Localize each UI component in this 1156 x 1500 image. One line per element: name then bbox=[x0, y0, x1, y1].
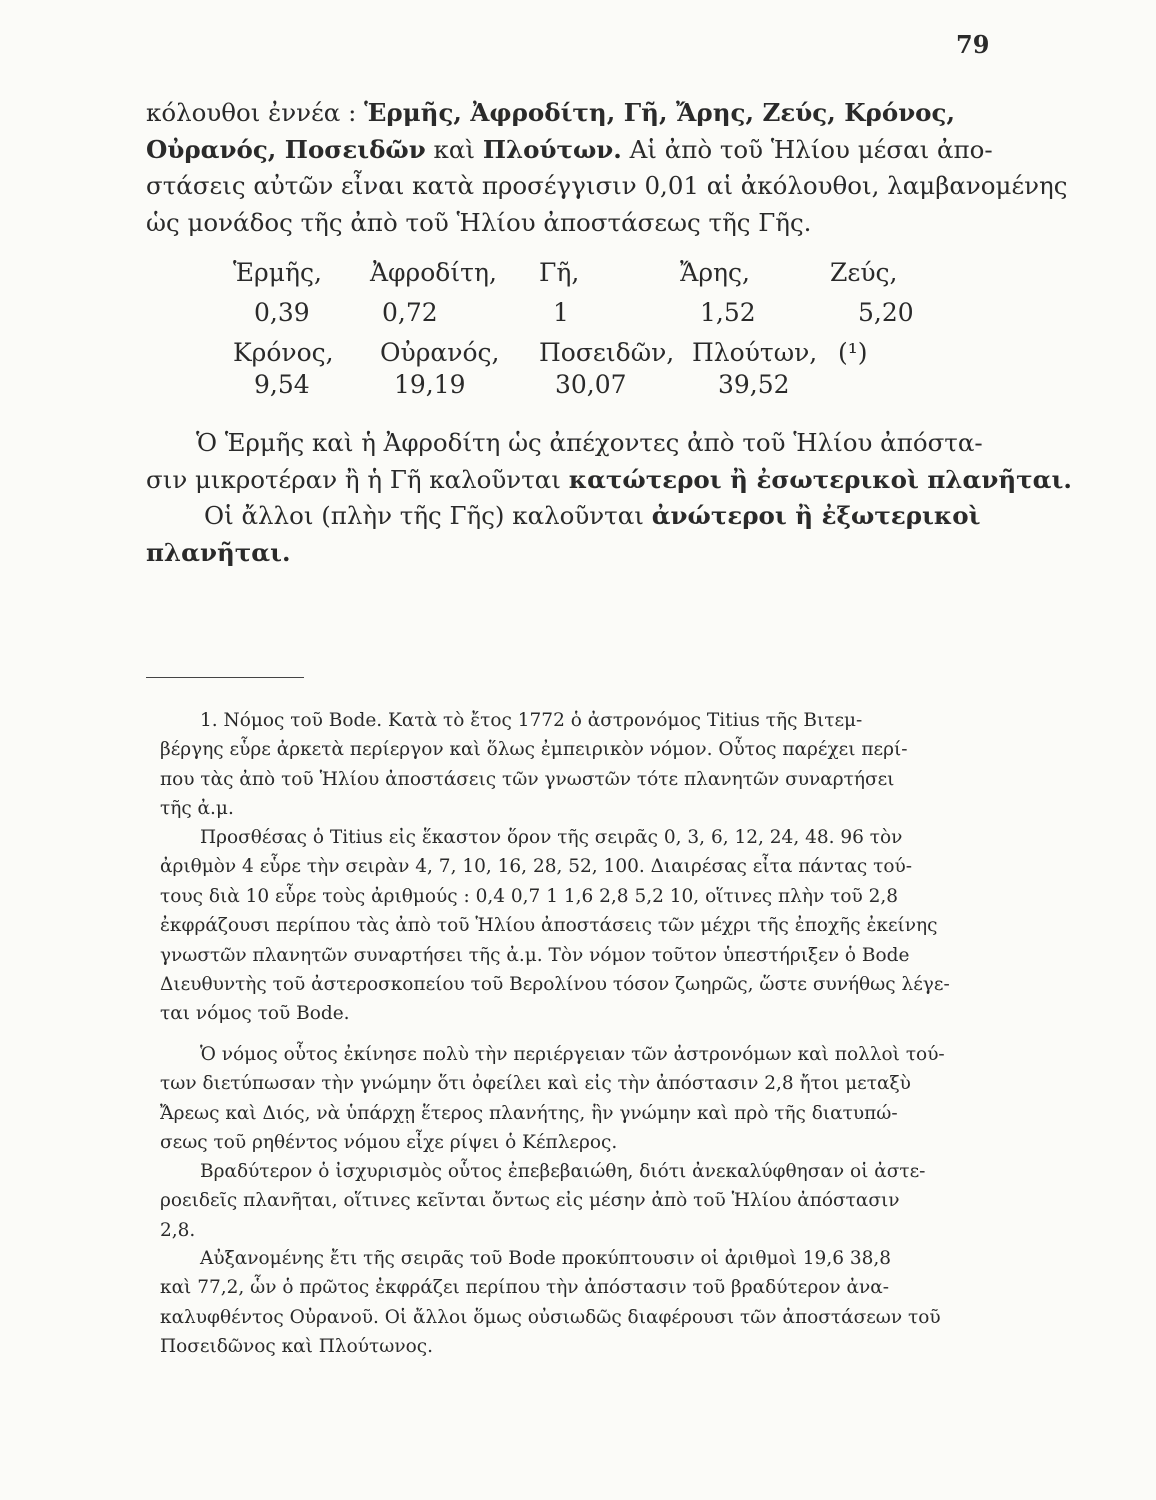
table-cell: Κρόνος, bbox=[233, 338, 334, 367]
footnote-reference: (¹) bbox=[838, 338, 868, 367]
table-cell: 1 bbox=[553, 298, 569, 327]
table-cell: 5,20 bbox=[858, 298, 914, 327]
planet-names-bold: Πλούτων. bbox=[482, 134, 622, 164]
footnote-line: Ὁ νόμος οὗτος ἐκίνησε πολὺ τὴν περιέργειαν τῶν ἀστρονόμων καὶ πολλοὶ τού- bbox=[200, 1044, 945, 1065]
table-cell: 9,54 bbox=[254, 370, 310, 399]
table-cell: 1,52 bbox=[700, 298, 756, 327]
footnote-line: βέργης εὗρε ἀρκετὰ περίεργον καὶ ὅλως ἐμπειρικὸν νόμον. Οὗτος παρέχει περί- bbox=[160, 739, 908, 761]
intro-text: Αἱ ἀπὸ τοῦ Ἡλίου μέσαι ἀπο- bbox=[621, 134, 993, 164]
footnote-line: ται νόμος τοῦ Bode. bbox=[160, 1003, 350, 1025]
table-cell: 0,39 bbox=[254, 298, 310, 327]
footnote-line: 2,8. bbox=[160, 1219, 196, 1241]
table-cell: Ποσειδῶν, bbox=[539, 338, 675, 367]
footnote-line: ἀριθμὸν 4 εὗρε τὴν σειρὰν 4, 7, 10, 16, 28, 52, 100. Διαιρέσας εἶτα πάντας τού- bbox=[160, 856, 912, 878]
footnote-line: Διευθυντὴς τοῦ ἀστεροσκοπείου τοῦ Βερολίνου τόσον ζωηρῶς, ὥστε συνήθως λέγε- bbox=[160, 974, 950, 996]
table-cell: Ἀφροδίτη, bbox=[370, 258, 497, 287]
table-cell: Ἄρης, bbox=[680, 258, 750, 287]
footnote-line: 1. Νόμος τοῦ Bode. Κατὰ τὸ ἔτος 1772 ὁ ἀστρονόμος Titius τῆς Βιτεμ- bbox=[200, 710, 863, 731]
footnote-paragraph bbox=[160, 1244, 1008, 1362]
planet-names-bold: Ἑρμῆς, Ἀφροδίτη, Γῆ, Ἄρης, Ζεύς, Κρόνος, bbox=[364, 98, 955, 127]
footnote-line: τῆς ἀ.μ. bbox=[160, 798, 234, 820]
footnote-line: γνωστῶν πλανητῶν συναρτήσει τῆς ἀ.μ. Τὸν νόμον τοῦτον ὑπεστήριξεν ὁ Bode bbox=[160, 944, 910, 966]
classification-paragraph bbox=[146, 425, 1072, 571]
table-cell: 19,19 bbox=[394, 370, 466, 399]
intro-text: κόλουθοι ἐννέα : bbox=[146, 98, 365, 127]
outer-planets-term: πλανῆται. bbox=[146, 537, 291, 567]
classification-text: σιν μικροτέραν ἢ ἡ Γῆ καλοῦνται bbox=[146, 464, 569, 494]
table-cell: 0,72 bbox=[382, 298, 438, 327]
inner-planets-term: κατώτεροι ἢ ἐσωτερικοὶ πλανῆται. bbox=[568, 464, 1072, 494]
intro-paragraph bbox=[146, 95, 1068, 241]
footnote-line: Προσθέσας ὁ Titius εἰς ἕκαστον ὅρον τῆς σειρᾶς 0, 3, 6, 12, 24, 48. 96 τὸν bbox=[200, 827, 903, 848]
intro-text: καὶ bbox=[425, 134, 483, 164]
table-cell: Ζεύς, bbox=[830, 258, 898, 287]
footnote-line: Ἄρεως καὶ Διός, νὰ ὑπάρχῃ ἕτερος πλανήτης, ἣν γνώμην καὶ πρὸ τῆς διατυπώ- bbox=[160, 1102, 898, 1124]
footnote-line: τους διὰ 10 εὗρε τοὺς ἀριθμούς : 0,4 0,7 1 1,6 2,8 5,2 10, οἵτινες πλὴν τοῦ 2,8 bbox=[160, 885, 899, 907]
footnote-line: Ποσειδῶνος καὶ Πλούτωνος. bbox=[160, 1336, 433, 1358]
footnote-line: Βραδύτερον ὁ ἰσχυρισμὸς οὗτος ἐπεβεβαιώθη, διότι ἀνεκαλύφθησαν οἱ ἀστε- bbox=[200, 1161, 926, 1182]
footnote-line: σεως τοῦ ρηθέντος νόμου εἶχε ρίψει ὁ Κέπλερος. bbox=[160, 1132, 618, 1154]
planet-names-bold: Οὐρανός, Ποσειδῶν bbox=[146, 134, 426, 164]
table-cell: 39,52 bbox=[718, 370, 790, 399]
table-cell: Οὐρανός, bbox=[380, 338, 500, 367]
table-cell: Ἑρμῆς, bbox=[233, 258, 322, 287]
outer-planets-term: ἀνώτεροι ἢ ἐξωτερικοὶ bbox=[651, 501, 981, 531]
intro-text: στάσεις αὐτῶν εἶναι κατὰ προσέγγισιν 0,01 αἱ ἀκόλουθοι, λαμβανομένης bbox=[146, 171, 1068, 201]
footnote-paragraph bbox=[160, 1157, 1008, 1245]
table-cell: Γῆ, bbox=[539, 258, 580, 287]
footnote-paragraph bbox=[160, 823, 1008, 1029]
classification-text: Οἱ ἄλλοι (πλὴν τῆς Γῆς) καλοῦνται bbox=[204, 501, 652, 531]
footnote-line: καὶ 77,2, ὧν ὁ πρῶτος ἐκφράζει περίπου τὴν ἀπόστασιν τοῦ βραδύτερον ἀνα- bbox=[160, 1277, 889, 1299]
footnote-line: που τὰς ἀπὸ τοῦ Ἡλίου ἀποστάσεις τῶν γνωστῶν τότε πλανητῶν συναρτήσει bbox=[160, 768, 895, 790]
intro-text: ὡς μονάδος τῆς ἀπὸ τοῦ Ἡλίου ἀποστάσεως τῆς Γῆς. bbox=[146, 207, 812, 237]
footnote-line: ἐκφράζουσι περίπου τὰς ἀπὸ τοῦ Ἡλίου ἀποστάσεις τῶν μέχρι τῆς ἐποχῆς ἐκείνης bbox=[160, 915, 938, 937]
footnote-line: των διετύπωσαν τὴν γνώμην ὅτι ὀφείλει καὶ εἰς τὴν ἀπόστασιν 2,8 ἤτοι μεταξὺ bbox=[160, 1073, 911, 1095]
footnote-divider bbox=[146, 677, 304, 678]
footnote-line: Αὐξανομένης ἔτι τῆς σειρᾶς τοῦ Bode προκύπτουσιν οἱ ἀριθμοὶ 19,6 38,8 bbox=[200, 1248, 892, 1269]
table-cell: Πλούτων, bbox=[692, 338, 818, 367]
classification-text: Ὁ Ἑρμῆς καὶ ἡ Ἀφροδίτη ὡς ἀπέχοντες ἀπὸ τοῦ Ἡλίου ἀπόστα- bbox=[196, 428, 983, 457]
footnote-paragraph bbox=[160, 706, 1008, 824]
footnote-paragraph bbox=[160, 1040, 1008, 1158]
table-cell: 30,07 bbox=[555, 370, 627, 399]
footnote-line: καλυφθέντος Οὐρανοῦ. Οἱ ἄλλοι ὅμως οὐσιωδῶς διαφέρουσι τῶν ἀποστάσεων τοῦ bbox=[160, 1306, 941, 1328]
footnote-line: ροειδεῖς πλανῆται, οἵτινες κεῖνται ὄντως εἰς μέσην ἀπὸ τοῦ Ἡλίου ἀπόστασιν bbox=[160, 1190, 900, 1212]
page-number: 79 bbox=[956, 30, 990, 59]
